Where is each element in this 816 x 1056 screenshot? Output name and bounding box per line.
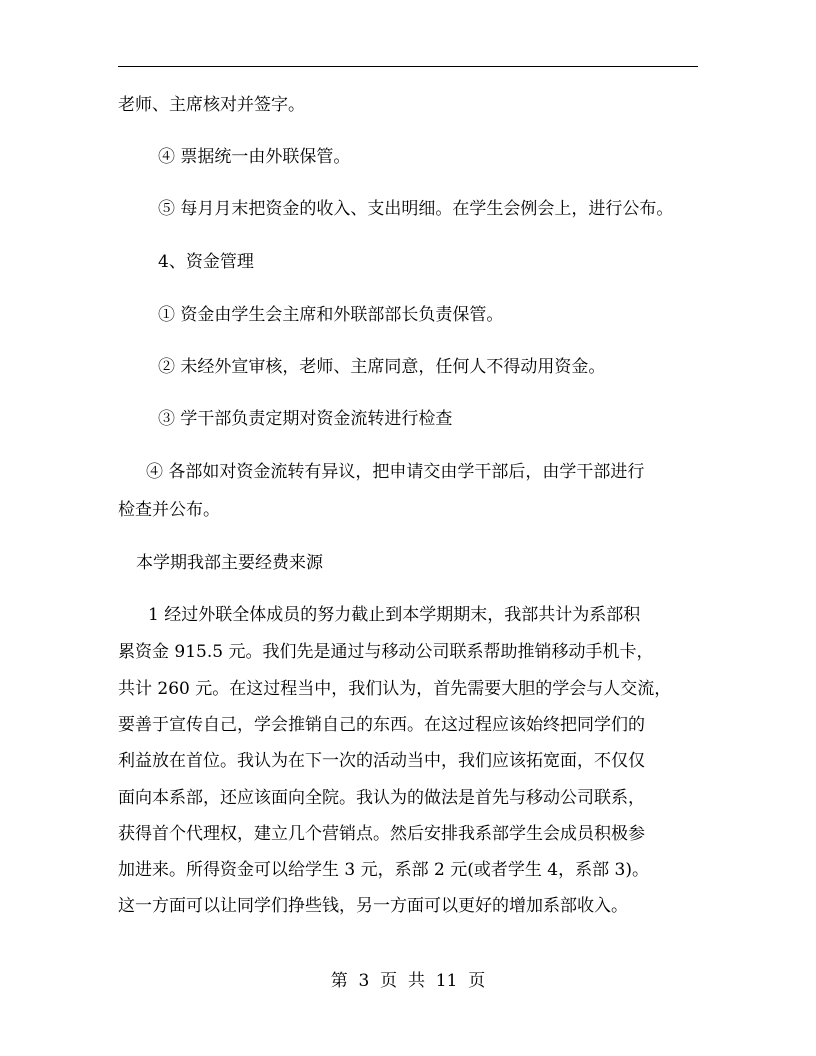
text-line: 利益放在首位。我认为在下一次的活动当中，我们应该拓宽面，不仅仅 — [118, 751, 645, 771]
text-line: 这一方面可以让同学们挣些钱，另一方面可以更好的增加系部收入。 — [118, 896, 628, 916]
text-line: ② 未经外宣审核，老师、主席同意，任何人不得动用资金。 — [158, 357, 606, 377]
text-line: 共计 260 元。在这过程当中，我们认为，首先需要大胆的学会与人交流， — [118, 679, 672, 699]
text-line: 加进来。所得资金可以给学生 3 元，系部 2 元(或者学生 4，系部 3)。 — [118, 860, 649, 880]
text-line: ④ 各部如对资金流转有异议，把申请交由学干部后，由学干部进行 — [146, 462, 645, 482]
header-rule — [118, 66, 698, 67]
text-line: ③ 学干部负责定期对资金流转进行检查 — [158, 409, 453, 429]
text-line: ④ 票据统一由外联保管。 — [158, 147, 351, 167]
section-heading: 本学期我部主要经费来源 — [136, 553, 323, 573]
text-line: 获得首个代理权，建立几个营销点。然后安排我系部学生会成员积极参 — [118, 824, 645, 844]
text-line: 面向本系部，还应该面向全院。我认为的做法是首先与移动公司联系， — [118, 788, 645, 808]
text-line: ⑤ 每月月末把资金的收入、支出明细。在学生会例会上，进行公布。 — [158, 199, 674, 219]
text-line: 老师、主席核对并签字。 — [118, 95, 305, 115]
section-heading: 4、资金管理 — [158, 252, 254, 272]
text-line: 检查并公布。 — [118, 500, 220, 520]
text-line: ① 资金由学生会主席和外联部部长负责保管。 — [158, 305, 504, 325]
text-line: 1 经过外联全体成员的努力截止到本学期期末，我部共计为系部积 — [148, 605, 641, 625]
text-line: 要善于宣传自己，学会推销自己的东西。在这过程应该始终把同学们的 — [118, 715, 645, 735]
text-line: 累资金 915.5 元。我们先是通过与移动公司联系帮助推销移动手机卡， — [118, 642, 654, 662]
page-number-footer: 第 3 页 共 11 页 — [330, 971, 486, 991]
